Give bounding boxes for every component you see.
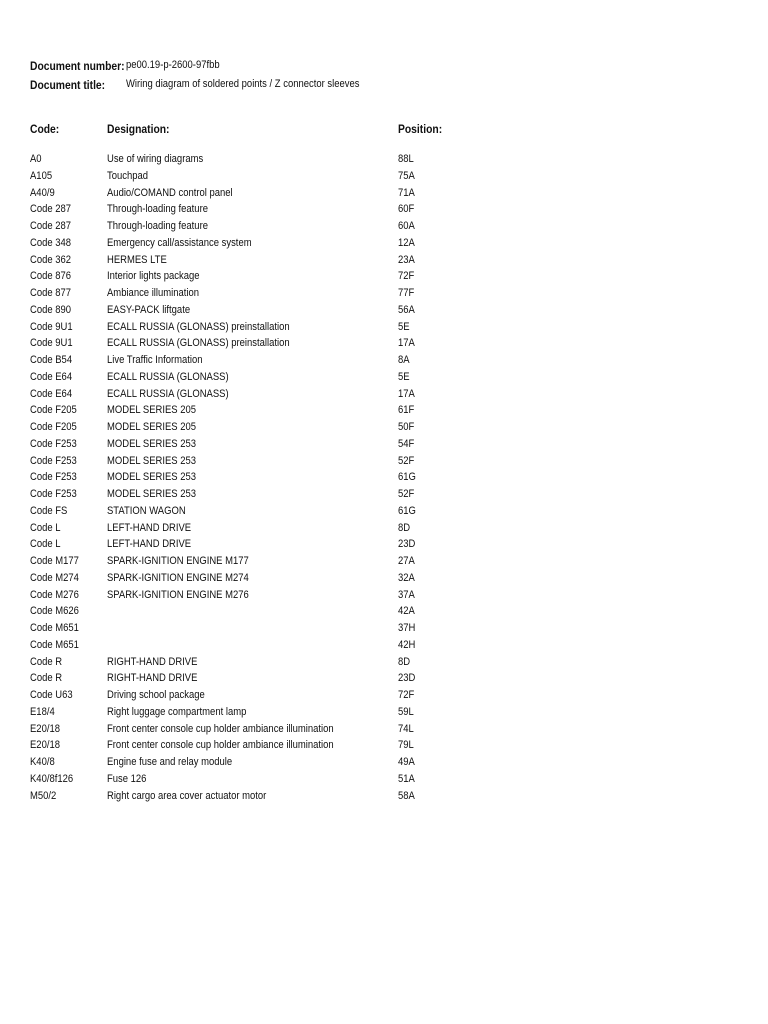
row-position: 72F	[398, 270, 415, 283]
row-position: 54F	[398, 437, 415, 450]
row-code: Code F205	[30, 421, 77, 433]
table-row	[0, 269, 768, 286]
table-row	[0, 186, 768, 203]
row-code: Code R	[30, 655, 63, 668]
row-code: Code 890	[30, 303, 72, 316]
row-designation: MODEL SERIES 205	[107, 404, 197, 417]
table-row	[0, 370, 768, 387]
row-code: A40/9	[30, 186, 55, 199]
row-position: 23D	[398, 538, 416, 551]
row-code: Code F253	[30, 488, 77, 500]
table-row	[0, 169, 768, 186]
row-code: Code M651	[30, 622, 79, 634]
row-designation: MODEL SERIES 253	[107, 437, 197, 450]
row-position: 17A	[398, 337, 415, 350]
row-designation: Interior lights package	[107, 270, 200, 283]
row-position: 17A	[398, 387, 415, 400]
row-designation: RIGHT-HAND DRIVE	[107, 655, 198, 668]
table-row	[0, 521, 768, 538]
row-position: 8D	[398, 655, 411, 668]
table-row	[0, 470, 768, 487]
row-code: Code 9U1	[30, 320, 73, 333]
row-designation: Live Traffic Information	[107, 354, 203, 366]
row-position: 58A	[398, 789, 415, 802]
row-position: 60A	[398, 220, 415, 232]
row-designation: Use of wiring diagrams	[107, 153, 204, 165]
row-code: Code 362	[30, 253, 72, 266]
row-code: Code U63	[30, 689, 73, 701]
table-row	[0, 253, 768, 270]
row-code: E20/18	[30, 739, 60, 752]
row-designation: LEFT-HAND DRIVE	[107, 538, 192, 551]
row-position: 61G	[398, 504, 416, 517]
row-position: 23A	[398, 253, 415, 266]
table-row	[0, 571, 768, 588]
row-code: E18/4	[30, 705, 55, 718]
row-position: 27A	[398, 555, 415, 567]
row-position: 52F	[398, 488, 415, 500]
row-code: K40/8	[30, 756, 55, 768]
row-position: 37A	[398, 588, 415, 601]
row-code: Code FS	[30, 504, 68, 517]
row-designation: MODEL SERIES 253	[107, 454, 197, 467]
row-designation: Fuse 126	[107, 772, 147, 785]
row-position: 37H	[398, 622, 416, 634]
row-designation: SPARK-IGNITION ENGINE M276	[107, 588, 249, 601]
table-row	[0, 202, 768, 219]
table-row	[0, 655, 768, 672]
row-code: Code B54	[30, 354, 73, 366]
row-designation: STATION WAGON	[107, 504, 186, 517]
row-code: A0	[30, 153, 42, 165]
table-row	[0, 320, 768, 337]
table-row	[0, 537, 768, 554]
row-position: 88L	[398, 153, 414, 165]
row-designation: Audio/COMAND control panel	[107, 186, 233, 199]
row-designation: RIGHT-HAND DRIVE	[107, 672, 198, 685]
row-position: 51A	[398, 772, 415, 785]
table-row	[0, 420, 768, 437]
row-code: Code M274	[30, 571, 79, 584]
row-designation: Driving school package	[107, 689, 205, 701]
table-row	[0, 219, 768, 236]
row-position: 8D	[398, 521, 411, 534]
document-number-label: Document number:	[30, 59, 125, 73]
table-row	[0, 772, 768, 789]
row-designation: Through-loading feature	[107, 220, 208, 232]
row-designation: Engine fuse and relay module	[107, 756, 233, 768]
row-code: Code 287	[30, 220, 72, 232]
table-row	[0, 722, 768, 739]
row-designation: HERMES LTE	[107, 253, 167, 266]
table-row	[0, 487, 768, 504]
row-code: Code F253	[30, 454, 77, 467]
document-number-value: pe00.19-p-2600-97fbb	[126, 59, 220, 71]
row-position: 42A	[398, 605, 415, 618]
row-code: Code F253	[30, 471, 77, 484]
row-position: 79L	[398, 739, 414, 752]
table-row	[0, 671, 768, 688]
table-row	[0, 403, 768, 420]
table-row	[0, 504, 768, 521]
row-position: 5E	[398, 320, 410, 333]
table-row	[0, 387, 768, 404]
row-code: Code L	[30, 538, 61, 551]
row-code: E20/18	[30, 722, 60, 735]
table-row	[0, 554, 768, 571]
table-row	[0, 152, 768, 169]
row-code: Code R	[30, 672, 63, 685]
row-position: 71A	[398, 186, 415, 199]
table-row	[0, 303, 768, 320]
row-position: 52F	[398, 454, 415, 467]
table-row	[0, 755, 768, 772]
row-position: 12A	[398, 236, 415, 249]
row-code: Code L	[30, 521, 61, 534]
table-row	[0, 588, 768, 605]
parts-table	[0, 152, 768, 805]
row-code: Code 876	[30, 270, 72, 283]
row-code: Code 287	[30, 203, 72, 216]
row-position: 59L	[398, 705, 414, 718]
row-code: Code M177	[30, 555, 79, 567]
row-designation: Right luggage compartment lamp	[107, 705, 247, 718]
row-designation: ECALL RUSSIA (GLONASS)	[107, 387, 229, 400]
row-code: M50/2	[30, 789, 57, 802]
row-designation: MODEL SERIES 253	[107, 488, 197, 500]
row-position: 49A	[398, 756, 415, 768]
row-code: Code 877	[30, 287, 72, 299]
row-designation: Front center console cup holder ambiance illumination	[107, 722, 334, 735]
row-position: 50F	[398, 421, 415, 433]
row-position: 23D	[398, 672, 416, 685]
row-code: Code 9U1	[30, 337, 73, 350]
table-row	[0, 705, 768, 722]
row-position: 61F	[398, 404, 415, 417]
row-designation: EASY-PACK liftgate	[107, 303, 191, 316]
row-code: Code M651	[30, 638, 79, 651]
row-position: 8A	[398, 354, 410, 366]
document-title-label: Document title:	[30, 78, 106, 92]
row-position: 61G	[398, 471, 416, 484]
row-position: 77F	[398, 287, 415, 299]
row-designation: Emergency call/assistance system	[107, 236, 252, 249]
row-code: Code E64	[30, 370, 73, 383]
row-position: 42H	[398, 638, 416, 651]
row-designation: Front center console cup holder ambiance illumination	[107, 739, 334, 752]
column-header-position: Position:	[398, 122, 443, 136]
table-row	[0, 353, 768, 370]
row-code: A105	[30, 169, 53, 182]
row-designation: MODEL SERIES 205	[107, 421, 197, 433]
row-code: Code M276	[30, 588, 79, 601]
row-designation: Ambiance illumination	[107, 287, 200, 299]
row-code: Code E64	[30, 387, 73, 400]
table-row	[0, 336, 768, 353]
row-code: K40/8f126	[30, 772, 74, 785]
row-position: 72F	[398, 689, 415, 701]
row-designation: LEFT-HAND DRIVE	[107, 521, 192, 534]
row-position: 5E	[398, 370, 410, 383]
row-position: 75A	[398, 169, 415, 182]
row-designation: ECALL RUSSIA (GLONASS)	[107, 370, 229, 383]
table-row	[0, 437, 768, 454]
row-code: Code F205	[30, 404, 77, 417]
document-title-value: Wiring diagram of soldered points / Z connector sleeves	[126, 78, 360, 90]
row-code: Code M626	[30, 605, 79, 618]
column-header-code: Code:	[30, 122, 60, 136]
row-position: 60F	[398, 203, 415, 216]
table-row	[0, 236, 768, 253]
row-position: 74L	[398, 722, 414, 735]
row-designation: SPARK-IGNITION ENGINE M274	[107, 571, 249, 584]
column-header-designation: Designation:	[107, 122, 170, 136]
table-row	[0, 604, 768, 621]
row-designation: Through-loading feature	[107, 203, 208, 216]
row-designation: SPARK-IGNITION ENGINE M177	[107, 555, 249, 567]
row-code: Code 348	[30, 236, 72, 249]
row-designation: MODEL SERIES 253	[107, 471, 197, 484]
row-code: Code F253	[30, 437, 77, 450]
row-designation: ECALL RUSSIA (GLONASS) preinstallation	[107, 337, 290, 350]
row-position: 56A	[398, 303, 415, 316]
table-row	[0, 454, 768, 471]
table-row	[0, 286, 768, 303]
table-row	[0, 789, 768, 806]
row-designation: Touchpad	[107, 169, 149, 182]
table-row	[0, 638, 768, 655]
table-row	[0, 688, 768, 705]
table-row	[0, 738, 768, 755]
row-designation: ECALL RUSSIA (GLONASS) preinstallation	[107, 320, 290, 333]
table-row	[0, 621, 768, 638]
row-designation: Right cargo area cover actuator motor	[107, 789, 267, 802]
row-position: 32A	[398, 571, 415, 584]
